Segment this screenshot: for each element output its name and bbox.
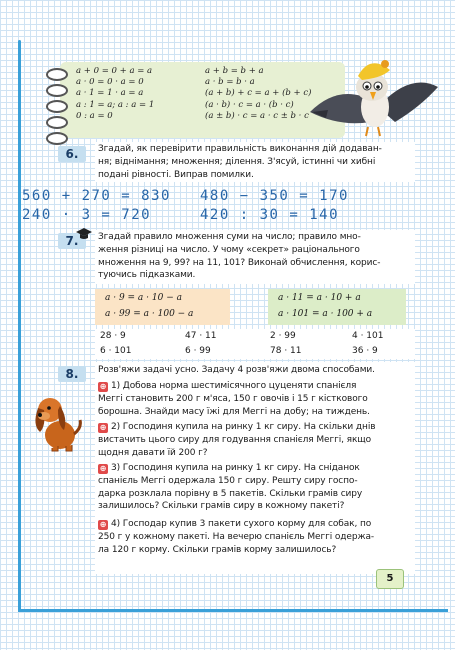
task-number: 7. xyxy=(58,233,86,249)
hint-formula: a · 99 = a · 100 − a xyxy=(105,309,194,319)
margin-line xyxy=(18,40,21,612)
text-line: множення на 9, 99? на 11, 101? Виконай обчислення, корис- xyxy=(98,257,381,268)
bottom-line xyxy=(18,609,448,612)
formula: (a + b) + c = a + (b + c) xyxy=(205,88,312,99)
calc-item: 4 · 101 xyxy=(352,331,384,341)
hint-formula: a · 9 = a · 10 − a xyxy=(105,293,182,303)
task8-intro: Розв'яжи задачі усно. Задачу 4 розв'яжи двома способами. xyxy=(98,365,375,375)
handwritten-equation: 560 + 270 = 830 xyxy=(22,188,171,204)
formula: 0 : a = 0 xyxy=(76,110,113,121)
formula: (a · b) · c = a · (b · c) xyxy=(205,99,294,110)
text-line: ження різниці на число. У чому «секрет» раціонального xyxy=(98,244,360,255)
formula: a : 1 = a; a : a = 1 xyxy=(76,99,155,110)
problem-marker-icon: ⊕ xyxy=(99,423,107,432)
calc-item: 6 · 101 xyxy=(100,346,132,356)
text-line: 4) Господар купив 3 пакети сухого корму для собак, по xyxy=(111,519,372,529)
formula: (a ± b) · c = a · c ± b · c xyxy=(205,110,309,121)
owl-bird-illustration xyxy=(300,52,440,142)
calc-item: 6 · 99 xyxy=(185,346,211,356)
text-line: борошна. Знайди масу їжі для Меггі на добу; на тиждень. xyxy=(98,406,370,417)
text-line: ня; віднімання; множення; ділення. З'ясуй, істинні чи хибні xyxy=(98,156,376,167)
calc-item: 28 · 9 xyxy=(100,331,126,341)
text-line: щодня давати їй 200 г? xyxy=(98,447,208,458)
text-line: спанієль Меггі одержала 150 г сиру. Решту сиру госпо- xyxy=(98,475,358,486)
text-line: Згадай правило множення суми на число; правило мно- xyxy=(98,232,361,242)
text-line: Меггі становить 200 г м'яса, 150 г овочів і 15 г кісткового xyxy=(98,393,368,404)
text-line: 3) Господиня купила на ринку 1 кг сиру. На сніданок xyxy=(111,463,360,473)
problem-marker-icon: ⊕ xyxy=(99,520,107,529)
formula-column-left xyxy=(76,66,154,122)
hint-formula: a · 101 = a · 100 + a xyxy=(278,309,373,319)
calc-item: 2 · 99 xyxy=(270,331,296,341)
calc-item: 78 · 11 xyxy=(270,346,302,356)
formula: a + b = b + a xyxy=(205,66,264,76)
handwritten-equation: 240 · 3 = 720 xyxy=(22,207,152,223)
formula: a + 0 = 0 + a = a xyxy=(76,66,153,76)
task-number: 8. xyxy=(58,366,86,382)
calc-item: 47 · 11 xyxy=(185,331,217,341)
formula-column-right xyxy=(205,66,311,122)
task6-text xyxy=(98,143,382,181)
text-line: дарка розклала порівну в 5 пакетів. Скільки грамів сиру xyxy=(98,488,363,499)
formula: a · 0 = 0 · a = 0 xyxy=(76,77,144,88)
formula: a · b = b · a xyxy=(205,77,255,88)
task7-text xyxy=(98,231,380,282)
page-number: 5 xyxy=(376,569,404,589)
text-line: 2) Господиня купила на ринку 1 кг сиру. На скільки днів xyxy=(111,422,376,432)
text-line: подані рівності. Виправ помилки. xyxy=(98,169,254,180)
text-line: 250 г у кожному пакеті. На вечерю спанієль Меггі одержа- xyxy=(98,531,375,542)
text-line: туючись підказками. xyxy=(98,270,196,281)
problem-marker-icon: ⊕ xyxy=(99,464,107,473)
spiral-binding xyxy=(46,68,68,134)
handwritten-equation: 480 − 350 = 170 xyxy=(200,188,349,204)
spaniel-dog-illustration xyxy=(30,390,82,452)
calc-item: 36 · 9 xyxy=(352,346,378,356)
problem-2 xyxy=(98,421,375,459)
hint-formula: a · 11 = a · 10 + a xyxy=(278,293,361,303)
text-line: ла 120 г корму. Скільки грамів корму залишилось? xyxy=(98,544,337,555)
text-line: 1) Добова норма шестимісячного цуценяти спанієля xyxy=(111,381,357,391)
formula: a · 1 = 1 · a = a xyxy=(76,88,144,99)
text-line: Згадай, як перевірити правильність виконання дій додаван- xyxy=(98,144,382,154)
graduation-cap-icon xyxy=(76,228,92,240)
text-line: вистачить цього сиру для годування спанієля Меггі, якщо xyxy=(98,434,372,445)
text-line: залишилось? Скільки грамів сиру в кожному пакеті? xyxy=(98,501,345,512)
problem-marker-icon: ⊕ xyxy=(99,382,107,391)
problem-4 xyxy=(98,518,374,556)
problem-1 xyxy=(98,380,370,418)
task-number: 6. xyxy=(58,146,86,162)
problem-3 xyxy=(98,462,362,513)
handwritten-equation: 420 : 30 = 140 xyxy=(200,207,340,223)
